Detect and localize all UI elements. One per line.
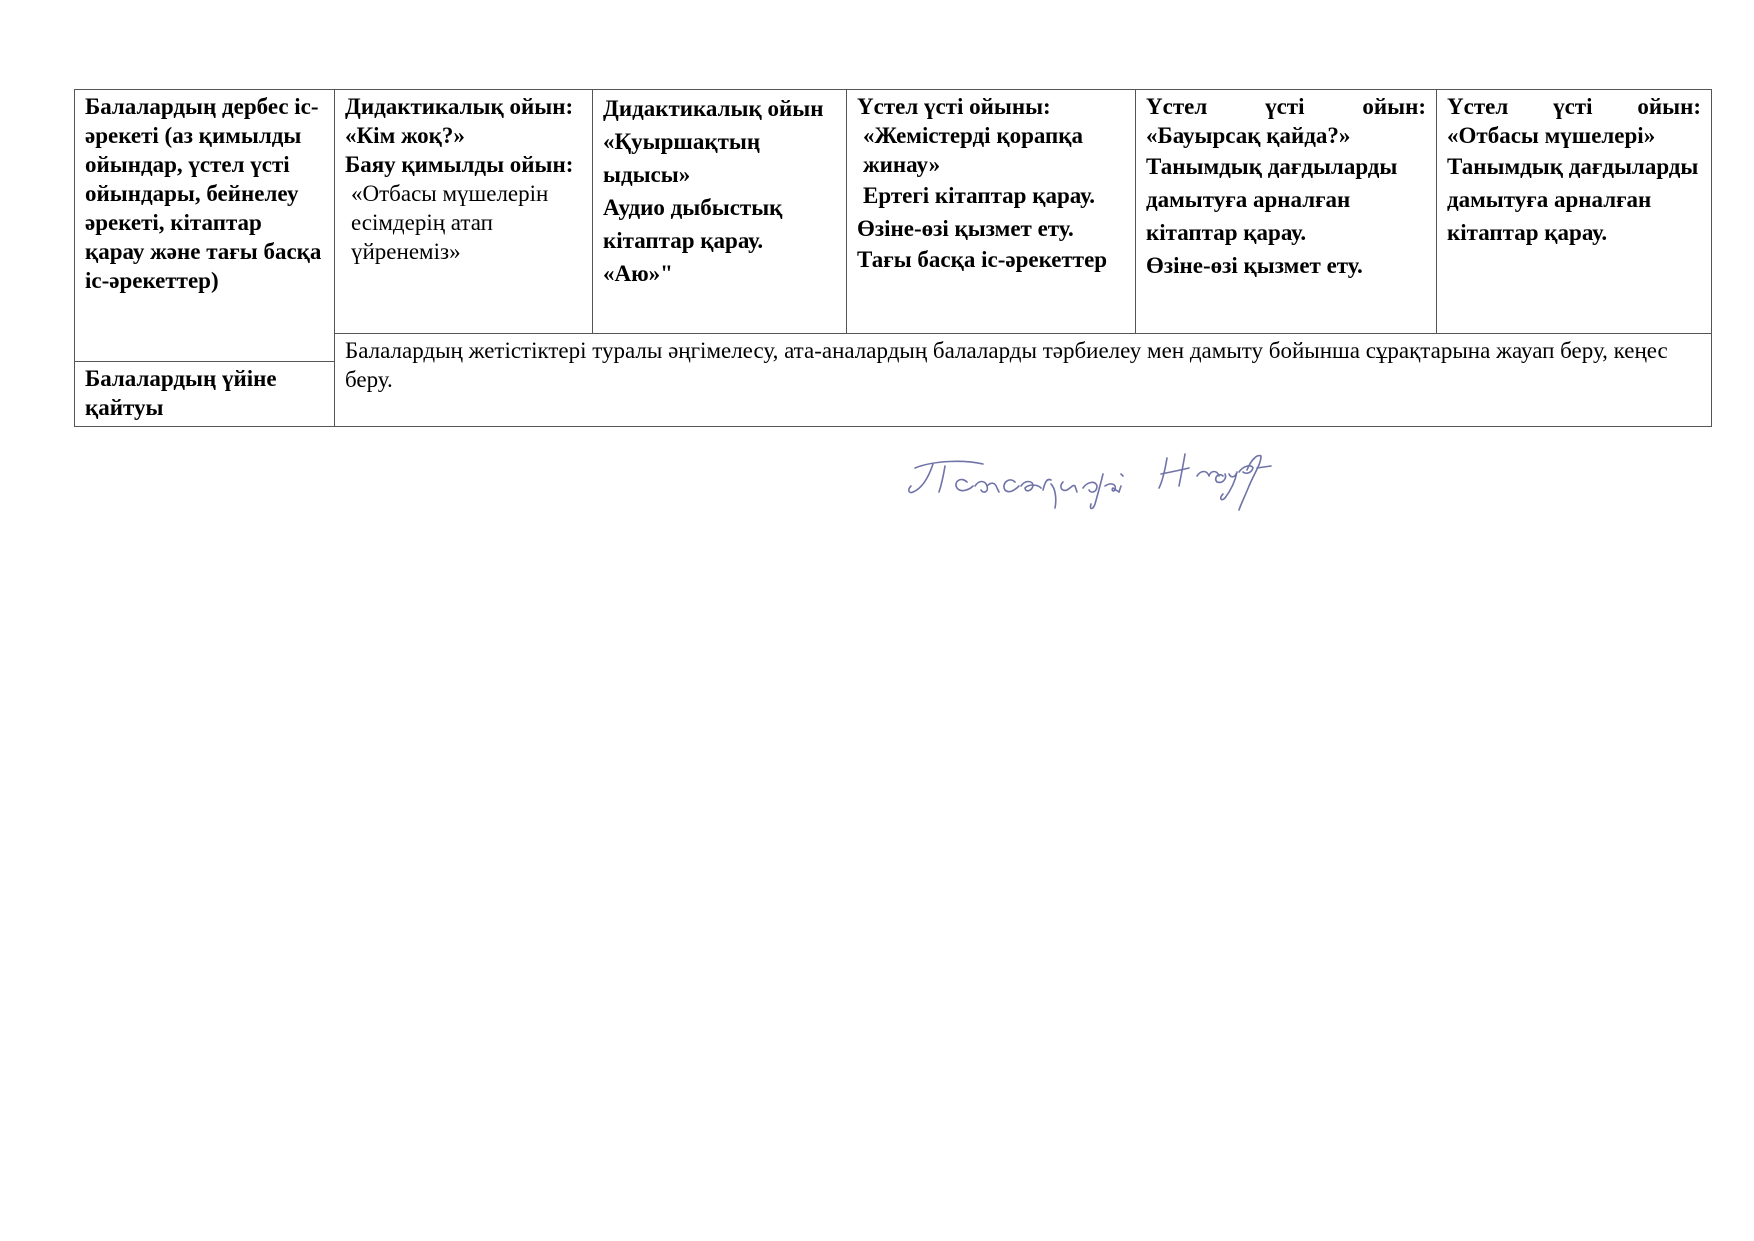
handwritten-signature xyxy=(905,446,1325,526)
day-cell-3 xyxy=(847,90,1136,334)
day-cell-2 xyxy=(593,90,847,334)
day-5-subtitle: Танымдық дағдыларды дамытуға арналған кітаптар қарау. xyxy=(1447,154,1699,245)
going-home-cell xyxy=(335,334,1712,427)
table-row xyxy=(75,90,1712,334)
day-4-line1: Өзіне-өзі қызмет ету. xyxy=(1146,253,1363,278)
day-5-title: Үстел үсті ойын: «Отбасы мүшелері» xyxy=(1447,94,1701,148)
row-header-activity-text: Балалардың дербес іс-әрекеті (аз қимылды ойындар, үстел үсті ойындары, бейнелеу әрекеті, кітаптар қарау және тағы басқа іс-әрекеттер) xyxy=(85,94,322,293)
day-1-title: Дидактикалық ойын: «Кім жоқ?» xyxy=(345,94,574,148)
row-header-activity xyxy=(75,90,335,362)
day-3-line1: Ертегі кітаптар қарау. xyxy=(863,183,1096,208)
day-1-text: «Отбасы мүшелерін есімдерің атап үйренеміз» xyxy=(351,181,549,264)
day-4-title: Үстел үсті ойын: «Бауырсақ қайда?» xyxy=(1146,94,1426,148)
row-header-going-home xyxy=(75,362,335,427)
signature-drawing xyxy=(905,446,1325,526)
schedule-table xyxy=(74,89,1712,427)
day-2-subtitle: Аудио дыбыстық кітаптар қарау. xyxy=(603,195,783,253)
day-3-subtitle: «Жемістерді қорапқа жинау» xyxy=(863,123,1084,177)
day-4-subtitle: Танымдық дағдыларды дамытуға арналған кітаптар қарау. xyxy=(1146,154,1398,245)
day-3-line2: Өзіне-өзі қызмет ету. xyxy=(857,216,1074,241)
going-home-text: Балалардың жетістіктері туралы әңгімелесу, ата-аналардың балаларды тәрбиелеу мен дамыту бойынша сұрақтарына жауап беру, кеңес беру. xyxy=(345,338,1668,392)
day-cell-1 xyxy=(335,90,593,334)
day-3-line3: Тағы басқа іс-әрекеттер xyxy=(857,247,1108,272)
day-cell-5 xyxy=(1437,90,1712,334)
row-header-going-home-text: Балалардың үйіне қайтуы xyxy=(85,366,277,420)
day-2-text: «Аю»" xyxy=(603,261,673,286)
day-cell-4 xyxy=(1136,90,1437,334)
day-2-title: Дидактикалық ойын «Қуыршақтың ыдысы» xyxy=(603,96,824,187)
day-1-subtitle: Баяу қимылды ойын: xyxy=(345,152,574,177)
day-3-title: Үстел үсті ойыны: xyxy=(857,94,1051,119)
